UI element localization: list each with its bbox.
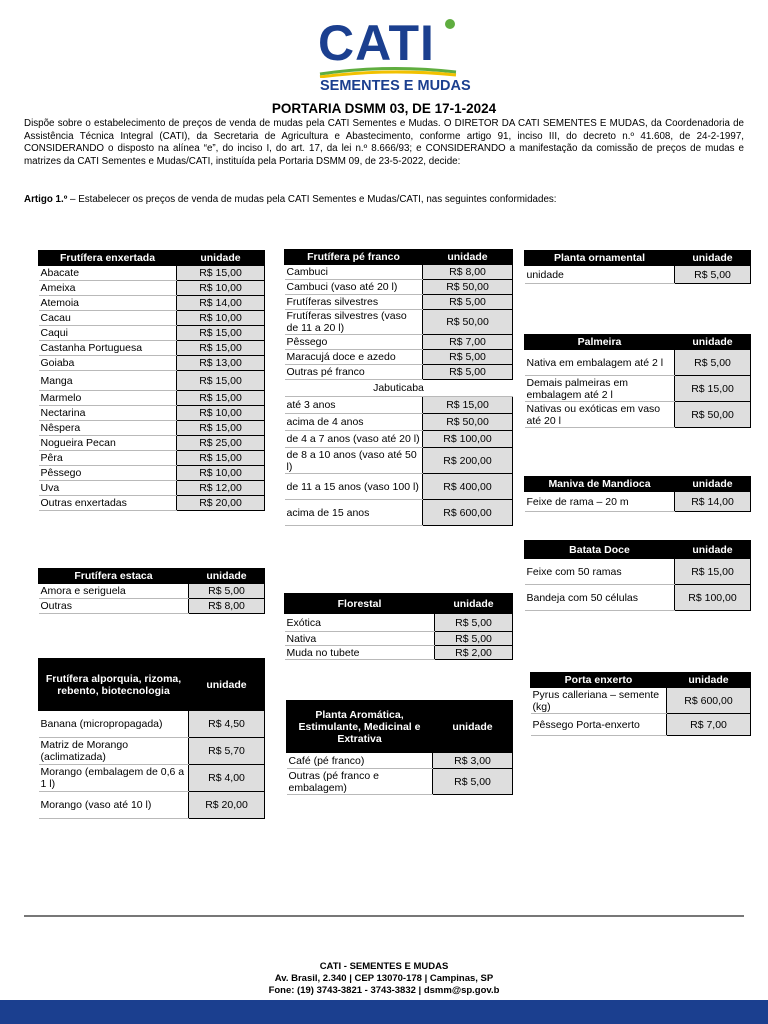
item-price: R$ 5,00	[675, 350, 751, 376]
unit-header: unidade	[675, 251, 751, 266]
subheader-row	[285, 380, 513, 397]
unit-header: unidade	[675, 541, 751, 559]
table-planta-aromatica	[286, 700, 513, 795]
item-name: Matriz de Morango (aclimatizada)	[39, 738, 189, 765]
item-price: R$ 10,00	[177, 466, 265, 481]
item-name: Cambuci	[285, 265, 423, 280]
table-header: Batata Doce	[525, 541, 675, 559]
table-row	[531, 714, 751, 736]
cati-logo	[318, 15, 471, 96]
item-name: Café (pé franco)	[287, 753, 433, 769]
item-price: R$ 15,00	[177, 451, 265, 466]
table-row	[39, 341, 265, 356]
table-row	[39, 311, 265, 326]
item-name: Demais palmeiras em embalagem até 2 l	[525, 376, 675, 402]
item-price: R$ 200,00	[423, 448, 513, 474]
table-header: Palmeira	[525, 335, 675, 350]
table-row	[285, 431, 513, 448]
item-price: R$ 5,70	[189, 738, 265, 765]
table-header: Florestal	[285, 594, 435, 614]
table-frutifera-alporquia	[38, 658, 265, 819]
item-name: Exótica	[285, 614, 435, 632]
item-name: Outras (pé franco e embalagem)	[287, 769, 433, 795]
item-name: Nativa em embalagem até 2 l	[525, 350, 675, 376]
table-row	[39, 599, 265, 614]
item-name: Pêssego Porta-enxerto	[531, 714, 667, 736]
table-row	[39, 584, 265, 599]
table-row	[285, 350, 513, 365]
item-price: R$ 100,00	[423, 431, 513, 448]
item-price: R$ 10,00	[177, 281, 265, 296]
item-price: R$ 600,00	[423, 500, 513, 526]
item-price: R$ 100,00	[675, 585, 751, 611]
item-price: R$ 7,00	[667, 714, 751, 736]
item-name: unidade	[525, 266, 675, 284]
item-name: Castanha Portuguesa	[39, 341, 177, 356]
item-price: R$ 12,00	[177, 481, 265, 496]
item-name: Marmelo	[39, 391, 177, 406]
table-row	[285, 448, 513, 474]
item-name: Pyrus calleriana – semente (kg)	[531, 688, 667, 714]
item-price: R$ 7,00	[423, 335, 513, 350]
item-price: R$ 5,00	[423, 295, 513, 310]
item-name: Maracujá doce e azedo	[285, 350, 423, 365]
item-price: R$ 15,00	[177, 391, 265, 406]
item-name: Ameixa	[39, 281, 177, 296]
item-price: R$ 2,00	[435, 646, 513, 660]
item-price: R$ 15,00	[177, 341, 265, 356]
item-price: R$ 15,00	[675, 559, 751, 585]
item-price: R$ 13,00	[177, 356, 265, 371]
item-name: acima de 4 anos	[285, 414, 423, 431]
footer-divider	[24, 915, 744, 917]
item-name: de 4 a 7 anos (vaso até 20 l)	[285, 431, 423, 448]
table-row	[285, 310, 513, 335]
table-planta-ornamental	[524, 250, 751, 284]
item-name: Frutíferas silvestres (vaso de 11 a 20 l)	[285, 310, 423, 335]
item-price: R$ 20,00	[189, 792, 265, 819]
table-row	[525, 350, 751, 376]
item-price: R$ 5,00	[433, 769, 513, 795]
article-1	[24, 194, 744, 205]
table-row	[287, 769, 513, 795]
item-name: Nectarina	[39, 406, 177, 421]
table-porta-enxerto	[530, 672, 751, 736]
logo-swoosh-icon	[318, 66, 458, 78]
table-row	[39, 391, 265, 406]
item-name: Morango (embalagem de 0,6 a 1 l)	[39, 765, 189, 792]
unit-header: unidade	[189, 659, 265, 711]
table-row	[39, 451, 265, 466]
unit-header: unidade	[189, 569, 265, 584]
table-row	[285, 397, 513, 414]
item-price: R$ 5,00	[435, 614, 513, 632]
table-palmeira	[524, 334, 751, 428]
item-price: R$ 20,00	[177, 496, 265, 511]
table-row	[39, 481, 265, 496]
item-name: Caqui	[39, 326, 177, 341]
table-row	[525, 492, 751, 512]
item-name: Outras enxertadas	[39, 496, 177, 511]
item-price: R$ 15,00	[423, 397, 513, 414]
table-row	[39, 792, 265, 819]
document-title: PORTARIA DSMM 03, DE 17-1-2024	[271, 101, 497, 116]
item-price: R$ 4,00	[189, 765, 265, 792]
table-row	[531, 688, 751, 714]
table-row	[285, 632, 513, 646]
table-row	[39, 326, 265, 341]
footer-line-2: Av. Brasil, 2.340 | CEP 13070-178 | Campinas, SP	[274, 973, 494, 984]
item-name: até 3 anos	[285, 397, 423, 414]
item-name: Bandeja com 50 células	[525, 585, 675, 611]
article-label: Artigo 1.º	[24, 194, 68, 205]
item-price: R$ 5,00	[423, 350, 513, 365]
item-name: de 11 a 15 anos (vaso 100 l)	[285, 474, 423, 500]
table-row	[285, 614, 513, 632]
table-row	[525, 376, 751, 402]
item-name: Manga	[39, 371, 177, 391]
table-row	[525, 585, 751, 611]
item-price: R$ 50,00	[675, 402, 751, 428]
item-price: R$ 5,00	[423, 365, 513, 380]
table-row	[39, 296, 265, 311]
table-header: Planta ornamental	[525, 251, 675, 266]
item-price: R$ 15,00	[177, 421, 265, 436]
table-frutifera-pe-franco	[284, 249, 513, 526]
table-row	[39, 496, 265, 511]
table-row	[39, 421, 265, 436]
unit-header: unidade	[675, 335, 751, 350]
table-florestal	[284, 593, 513, 660]
item-name: Nativas ou exóticas em vaso até 20 l	[525, 402, 675, 428]
item-name: Outras	[39, 599, 189, 614]
item-name: Nogueira Pecan	[39, 436, 177, 451]
item-name: Amora e seriguela	[39, 584, 189, 599]
logo-dot-icon	[444, 18, 456, 30]
item-price: R$ 10,00	[177, 311, 265, 326]
item-price: R$ 14,00	[675, 492, 751, 512]
preamble-text: Dispõe sobre o estabelecimento de preços de venda de mudas pela CATI Sementes e Mudas. O DIRETOR DA CATI SEMENTES E MUDAS, da Coordenadoria de Assistência Técnica Integral (CATI), da Secretaria de Agricultura e Abastecimento, conforme artigo 91, inciso III, do decreto n.º 41.608, de 24-2-1997, CONSIDERANDO o disposto na alínea “e”, do inciso I, do art. 17, da lei n.º 8.666/93; e CONSIDERANDO a manifestação da comissão de preços de mudas e matrizes da CATI Sementes e Mudas/CATI, instituída pela Portaria DSMM 09, de 23-5-2022, decide:	[24, 118, 744, 167]
item-name: Banana (micropropagada)	[39, 711, 189, 738]
footer-line-1: CATI - SEMENTES E MUDAS	[319, 961, 449, 972]
unit-header: unidade	[433, 701, 513, 753]
item-price: R$ 15,00	[177, 326, 265, 341]
table-row	[285, 280, 513, 295]
table-row	[525, 402, 751, 428]
table-header: Porta enxerto	[531, 673, 667, 688]
table-row	[39, 406, 265, 421]
item-name: Muda no tubete	[285, 646, 435, 660]
bottom-band	[0, 1000, 768, 1024]
item-name: Cambuci (vaso até 20 l)	[285, 280, 423, 295]
table-row	[285, 414, 513, 431]
item-name: Feixe com 50 ramas	[525, 559, 675, 585]
item-price: R$ 25,00	[177, 436, 265, 451]
logo-subtitle: SEMENTES E MUDAS	[320, 78, 471, 94]
item-price: R$ 4,50	[189, 711, 265, 738]
item-name: Frutíferas silvestres	[285, 295, 423, 310]
item-name: Pêssego	[39, 466, 177, 481]
item-price: R$ 14,00	[177, 296, 265, 311]
table-row	[39, 266, 265, 281]
table-row	[287, 753, 513, 769]
table-row	[525, 559, 751, 585]
table-row	[39, 356, 265, 371]
table-maniva-mandioca	[524, 476, 751, 512]
footer	[0, 961, 768, 997]
item-name: Abacate	[39, 266, 177, 281]
item-name: Morango (vaso até 10 l)	[39, 792, 189, 819]
unit-header: unidade	[177, 251, 265, 266]
item-name: Nêspera	[39, 421, 177, 436]
item-price: R$ 15,00	[177, 371, 265, 391]
table-row	[285, 474, 513, 500]
item-price: R$ 5,00	[435, 632, 513, 646]
table-row	[285, 646, 513, 660]
table-row	[285, 500, 513, 526]
item-price: R$ 10,00	[177, 406, 265, 421]
article-text: – Estabelecer os preços de venda de mudas pela CATI Sementes e Mudas/CATI, nas seguintes conformidades:	[67, 194, 557, 205]
table-header: Planta Aromática, Estimulante, Medicinal e Extrativa	[287, 701, 433, 753]
item-price: R$ 5,00	[189, 584, 265, 599]
table-batata-doce	[524, 540, 751, 611]
item-name: acima de 15 anos	[285, 500, 423, 526]
table-row	[39, 436, 265, 451]
item-price: R$ 8,00	[423, 265, 513, 280]
unit-header: unidade	[675, 477, 751, 492]
unit-header: unidade	[667, 673, 751, 688]
table-frutifera-enxertada	[38, 250, 265, 511]
table-row	[39, 466, 265, 481]
item-name: Atemoia	[39, 296, 177, 311]
item-price: R$ 600,00	[667, 688, 751, 714]
item-price: R$ 400,00	[423, 474, 513, 500]
item-price: R$ 50,00	[423, 280, 513, 295]
table-row	[525, 266, 751, 284]
table-header: Frutífera enxertada	[39, 251, 177, 266]
table-row	[285, 265, 513, 280]
table-header: Frutífera estaca	[39, 569, 189, 584]
table-header: Frutífera alporquia, rizoma, rebento, biotecnologia	[39, 659, 189, 711]
unit-header: unidade	[423, 250, 513, 265]
item-name: Nativa	[285, 632, 435, 646]
item-price: R$ 50,00	[423, 414, 513, 431]
item-name: de 8 a 10 anos (vaso até 50 l)	[285, 448, 423, 474]
item-price: R$ 15,00	[177, 266, 265, 281]
item-name: Pêssego	[285, 335, 423, 350]
unit-header: unidade	[435, 594, 513, 614]
footer-line-3: Fone: (19) 3743-3821 - 3743-3832 | dsmm@sp.gov.b	[268, 985, 500, 996]
item-name: Goiaba	[39, 356, 177, 371]
table-header: Frutífera pé franco	[285, 250, 423, 265]
item-name: Outras pé franco	[285, 365, 423, 380]
table-row	[39, 738, 265, 765]
item-price: R$ 15,00	[675, 376, 751, 402]
table-row	[39, 281, 265, 296]
table-row	[285, 335, 513, 350]
table-row	[285, 295, 513, 310]
table-row	[39, 711, 265, 738]
item-price: R$ 8,00	[189, 599, 265, 614]
item-name: Uva	[39, 481, 177, 496]
table-row	[39, 765, 265, 792]
subheader-jabuticaba: Jabuticaba	[285, 380, 513, 397]
table-row	[285, 365, 513, 380]
item-name: Cacau	[39, 311, 177, 326]
item-price: R$ 50,00	[423, 310, 513, 335]
item-price: R$ 3,00	[433, 753, 513, 769]
item-name: Pêra	[39, 451, 177, 466]
table-row	[39, 371, 265, 391]
item-price: R$ 5,00	[675, 266, 751, 284]
table-frutifera-estaca	[38, 568, 265, 614]
logo-text: CATI	[318, 15, 435, 71]
item-name: Feixe de rama – 20 m	[525, 492, 675, 512]
table-header: Maniva de Mandioca	[525, 477, 675, 492]
